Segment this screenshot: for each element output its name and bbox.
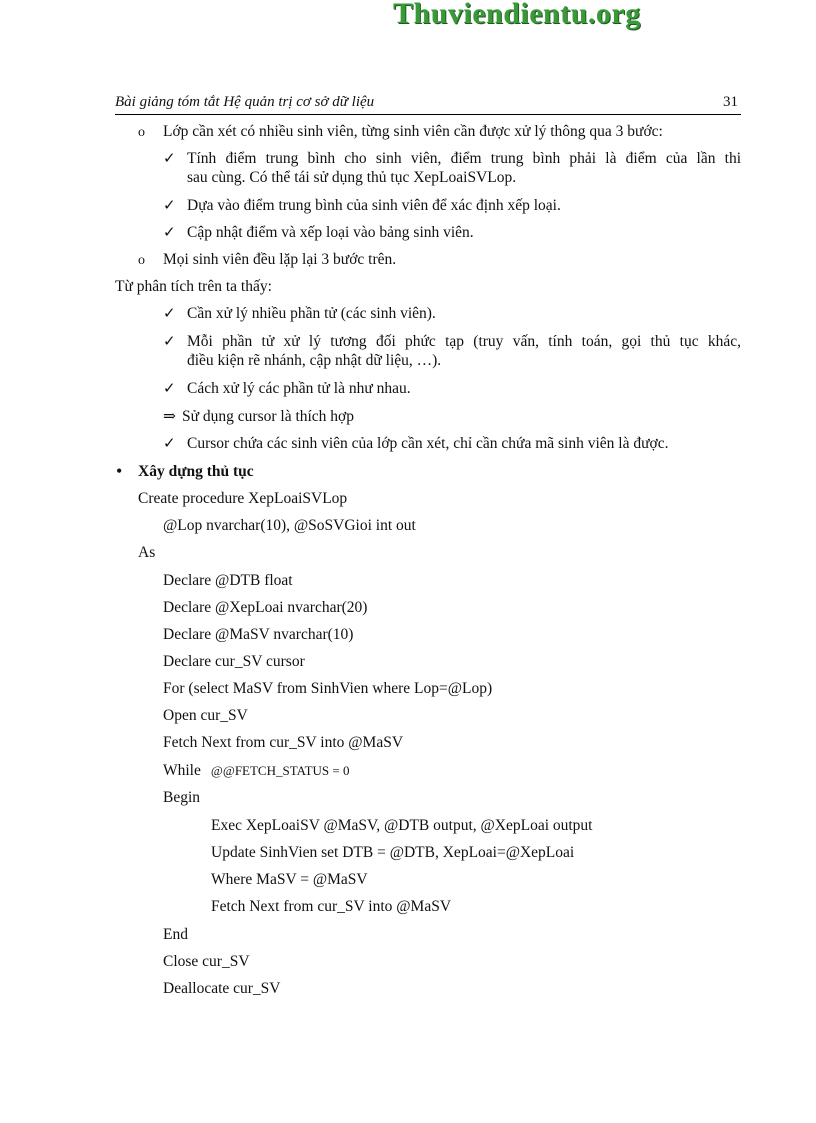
header-title: Bài giảng tóm tắt Hệ quản trị cơ sở dữ liệu [115, 94, 375, 110]
list-item-continuation: sau cùng. Có thể tái sử dụng thủ tục XepLoaiSVLop. [187, 169, 517, 186]
section-heading-text: Xây dựng thủ tục [138, 463, 254, 480]
list-item: Cách xử lý các phần tử là như nhau. [187, 380, 411, 397]
list-item: Dựa vào điểm trung bình của sinh viên để xác định xếp loại. [187, 197, 561, 214]
code-line: Open cur_SV [163, 707, 248, 724]
check-icon: ✓ [163, 225, 176, 241]
circle-bullet-icon: o [138, 125, 145, 140]
check-icon: ✓ [163, 334, 176, 350]
code-line: Declare @XepLoai nvarchar(20) [163, 599, 368, 616]
page-number: 31 [723, 94, 738, 110]
code-condition: @@FETCH_STATUS = 0 [210, 763, 350, 778]
check-icon: ✓ [163, 198, 176, 214]
list-item: Cần xử lý nhiều phần tử (các sinh viên). [187, 305, 436, 322]
code-keyword: While [163, 762, 201, 779]
code-line: Fetch Next from cur_SV into @MaSV [163, 734, 404, 751]
code-line: For (select MaSV from SinhVien where Lop=@Lop) [163, 680, 493, 697]
code-line: Deallocate cur_SV [163, 980, 281, 997]
code-line: Where MaSV = @MaSV [211, 871, 368, 888]
code-line: Fetch Next from cur_SV into @MaSV [211, 898, 452, 915]
section-heading [138, 463, 254, 481]
list-item: Mỗi phần tử xử lý tương đối phức tạp (truy vấn, tính toán, gọi thủ tục khác, [187, 333, 741, 350]
code-line [163, 762, 349, 780]
implies-arrow-icon: ⇒ [163, 408, 176, 425]
circle-bullet-icon: o [138, 253, 145, 268]
list-item: Tính điểm trung bình cho sinh viên, điểm trung bình phải là điểm của lần thi [187, 150, 741, 167]
check-icon: ✓ [163, 436, 176, 452]
code-line: Exec XepLoaiSV @MaSV, @DTB output, @XepLoai output [211, 817, 593, 834]
code-line: Declare cur_SV cursor [163, 653, 305, 670]
list-item: Lớp cần xét có nhiều sinh viên, từng sinh viên cần được xử lý thông qua 3 bước: [163, 123, 663, 140]
list-item: Cursor chứa các sinh viên của lớp cần xét, chỉ cần chứa mã sinh viên là được. [187, 435, 669, 452]
code-line: As [138, 544, 156, 561]
code-line: End [163, 926, 188, 943]
code-line: Update SinhVien set DTB = @DTB, XepLoai=@XepLoai [211, 844, 575, 861]
check-icon: ✓ [163, 381, 176, 397]
code-line: Begin [163, 789, 201, 806]
list-item-continuation: điều kiện rẽ nhánh, cập nhật dữ liệu, …). [187, 352, 442, 369]
list-item: Mọi sinh viên đều lặp lại 3 bước trên. [163, 251, 397, 268]
code-line: @Lop nvarchar(10), @SoSVGioi int out [163, 517, 416, 534]
conclusion-text: Sử dụng cursor là thích hợp [182, 408, 355, 425]
code-line: Create procedure XepLoaiSVLop [138, 490, 348, 507]
code-line: Close cur_SV [163, 953, 250, 970]
site-logo: Thuviendientu.org [393, 0, 641, 30]
check-icon: ✓ [163, 306, 176, 322]
bullet-icon: • [116, 461, 123, 481]
code-line: Declare @DTB float [163, 572, 293, 589]
page-header [115, 94, 741, 115]
check-icon: ✓ [163, 151, 176, 167]
code-line: Declare @MaSV nvarchar(10) [163, 626, 354, 643]
list-item: Cập nhật điểm và xếp loại vào bảng sinh viên. [187, 224, 474, 241]
paragraph: Từ phân tích trên ta thấy: [115, 278, 272, 295]
